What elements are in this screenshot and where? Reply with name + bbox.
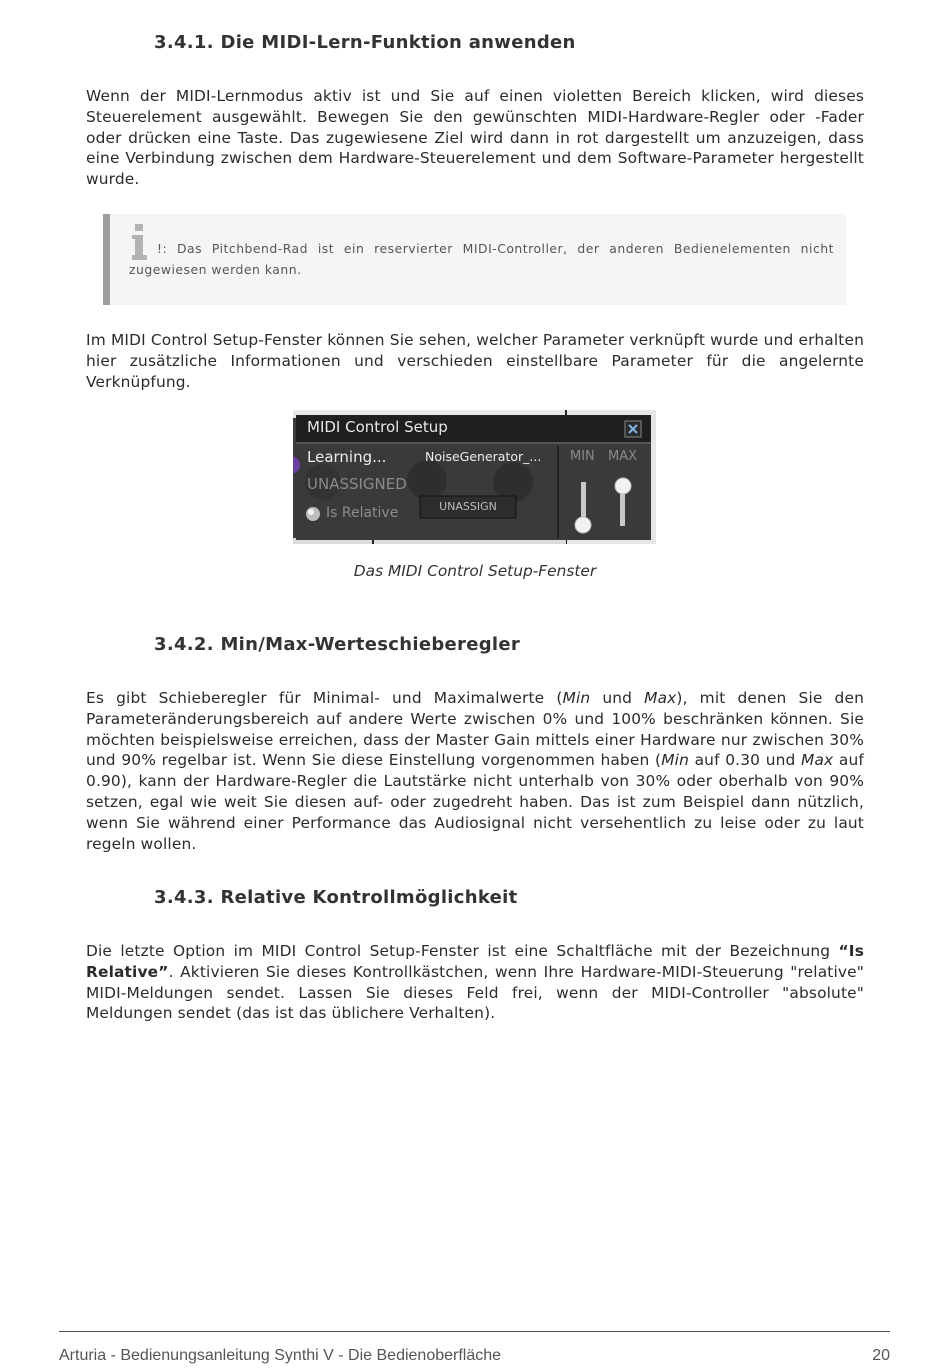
info-note [103,214,846,305]
paragraph-text: Wenn der MIDI-Lernmodus aktiv ist und Sie auf einen violetten Bereich klicken, wird dieses Steuerelement ausgewählt. Bewegen Sie den gewünschten MIDI-Hardware-Regler oder -Fader oder drücken eine Taste. Das zugewiesene Ziel wird dann in rot dargestellt um anzuzeigen, dass eine Verbindung zwischen dem Hardware-Steuerelement und dem Software-Parameter hergestellt wurde. [86,87,864,189]
section-heading-3-4-2: 3.4.2. Min/Max-Werteschieberegler [154,634,521,655]
paragraph-min-max [86,688,864,854]
footer-divider [59,1331,890,1332]
section-heading-3-4-3: 3.4.3. Relative Kontrollmöglichkeit [154,887,518,908]
min-slider[interactable] [575,480,591,534]
paragraph-midi-learn [86,86,864,190]
paragraph-text: Die letzte Option im MIDI Control Setup-Fenster ist eine Schaltfläche mit der Bezeichnung “Is Relative”. Aktivieren Sie dieses Kontrollkästchen, wenn Ihre Hardware-MIDI-Steuerung "relative" MIDI-Meldungen sendet. Lassen Sie dieses Feld frei, wenn der MIDI-Controller "absolute" Meldungen sendet (das ist das üblichere Verhalten). [86,942,864,1023]
is-relative-label: Is Relative [326,505,399,521]
paragraph-control-setup [86,330,864,392]
paragraph-relative [86,941,864,1024]
max-label: MAX [608,449,638,464]
close-icon[interactable] [625,421,641,437]
dialog-title: MIDI Control Setup [307,418,448,436]
paragraph-text: Im MIDI Control Setup-Fenster können Sie sehen, welcher Parameter verknüpft wurde und erhalten hier zusätzliche Informationen und verschieden einstellbare Parameter für die angelernte Verknüpfung. [86,331,864,391]
note-text: !: Das Pitchbend-Rad ist ein reservierter MIDI-Controller, der anderen Bedienelementen nicht zugewiesen werden kann. [129,241,834,277]
footer-title: Arturia - Bedienungsanleitung Synthi V - Die Bedienoberfläche [59,1347,502,1364]
assignment-status: UNASSIGNED [307,475,407,493]
learning-status: Learning... [307,448,387,466]
max-slider[interactable] [614,476,630,530]
paragraph-text: Es gibt Schieberegler für Minimal- und Maximalwerte (Min und Max), mit denen Sie den Parameteränderungsbereich auf andere Werte zwischen 0% und 100% beschränken können. Sie möchten beispielsweise erreichen, dass der Master Gain mittels einer Hardware nur zwischen 30% und 90% regelbar ist. Wenn Sie diese Einstellung vorgenommen haben (Min auf 0.30 und Max auf 0.90), kann der Hardware-Regler die Lautstärke nicht unterhalb von 30% oder oberhalb von 90% setzen, egal wie weit Sie diesen auf- oder zugedreht haben. Das ist zum Beispiel dann nützlich, wenn Sie während einer Performance das Audiosignal nicht versehentlich zu leise oder zu laut regeln wollen. [86,689,864,853]
section-heading-3-4-1: 3.4.1. Die MIDI-Lern-Funktion anwenden [154,32,576,53]
target-parameter: NoiseGenerator_... [425,449,542,464]
midi-control-setup-screenshot [293,410,656,544]
unassign-button[interactable]: UNASSIGN [439,500,497,513]
figure-caption: Das MIDI Control Setup-Fenster [353,562,597,580]
page-number: 20 [872,1347,890,1364]
min-label: MIN [570,449,595,464]
